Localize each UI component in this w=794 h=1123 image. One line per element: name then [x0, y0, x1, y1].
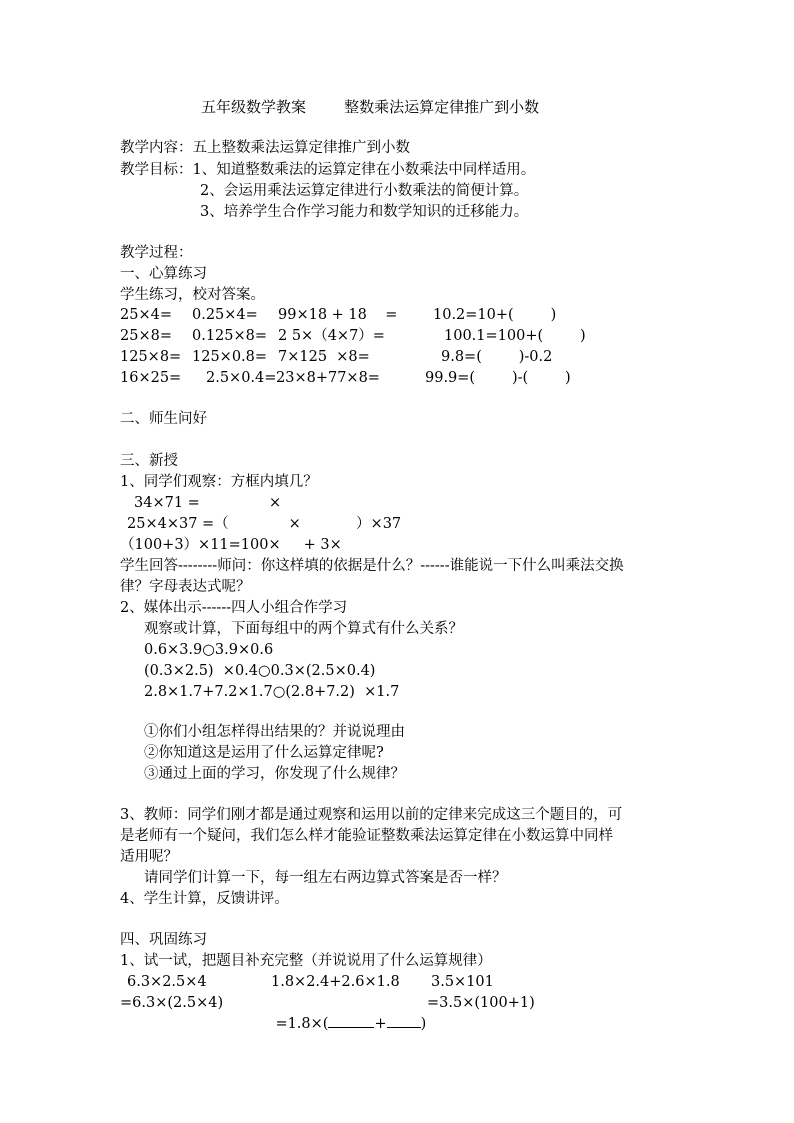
mental-math-cell: 125×8=	[120, 349, 182, 365]
equation-line: 25×4×37 =（ × ）×37	[127, 516, 402, 532]
goal-1: 教学目标：1、知道整数乘法的运算定律在小数乘法中同样适用。	[120, 162, 536, 178]
discussion-question: ③通过上面的学习，你发现了什么规律？	[144, 766, 405, 782]
mental-math-cell: 23×8+77×8=	[276, 370, 380, 386]
mental-math-cell: 10.2=10+( )	[433, 307, 557, 323]
mental-math-cell: 2.5×0.4=	[206, 370, 277, 386]
student-reply: 律？字母表达式呢？	[120, 579, 251, 595]
equation-line: （100+3）×11=100× + 3×	[120, 537, 342, 553]
answer-blank[interactable]	[328, 1013, 374, 1028]
document-title: 五年级数学教案 整数乘法运算定律推广到小数	[201, 98, 540, 116]
mental-math-cell: 100.1=100+( )	[444, 328, 586, 344]
mental-math-cell: 25×4=	[120, 307, 172, 323]
question-3: 3、教师：同学们刚才都是通过观察和运用以前的定律来完成这三个题目的，可	[120, 807, 623, 823]
discussion-question: ②你知道这是运用了什么运算定律呢?	[144, 745, 384, 761]
question-3: 请同学们计算一下，每一组左右两边算式答案是否一样？	[144, 870, 507, 886]
exercise-bottom-plus: +	[374, 1016, 387, 1032]
mental-math-cell: 16×25=	[120, 370, 182, 386]
exercise-bottom: =3.5×(100+1)	[427, 995, 535, 1011]
equation-line: 34×71 = ×	[134, 495, 282, 511]
exercise-top: 6.3×2.5×4	[127, 974, 207, 990]
mental-math-cell: 0.125×8=	[192, 328, 268, 344]
exercise-bottom-suffix: )	[420, 1016, 427, 1032]
exercise-top: 3.5×101	[431, 974, 494, 990]
compare-expression: 2.8×1.7+7.2×1.7○(2.8+7.2) ×1.7	[144, 684, 400, 700]
mental-math-cell: 2 5×（4×7）=	[278, 328, 385, 344]
mental-math-cell: 99×18 + 18 =	[278, 307, 398, 323]
goal-3: 3、培养学生合作学习能力和数学知识的迁移能力。	[200, 204, 529, 220]
mental-math-cell: 99.9=( )-( )	[425, 370, 571, 386]
exercise-top: 1.8×2.4+2.6×1.8	[271, 974, 400, 990]
question-2: 2、媒体出示------四人小组合作学习	[120, 600, 348, 616]
exercise-bottom-prefix: =1.8×(	[275, 1016, 329, 1032]
discussion-question: ①你们小组怎样得出结果的？并说说理由	[144, 724, 405, 740]
mental-math-cell: 125×0.8=	[192, 349, 268, 365]
question-3: 是老师有一个疑问，我们怎么样才能验证整数乘法运算定律在小数运算中同样	[120, 828, 613, 844]
exercise-bottom-blanks	[257, 993, 427, 1032]
question-4: 4、学生计算，反馈讲评。	[120, 891, 289, 907]
student-reply: 学生回答--------师问：你这样填的依据是什么？------谁能说一下什么叫乘法交换	[120, 558, 624, 574]
practice-task: 1、试一试，把题目补充完整（并说说用了什么运算规律）	[120, 953, 492, 969]
section1-intro: 学生练习，校对答案。	[120, 287, 265, 303]
answer-blank[interactable]	[387, 1013, 421, 1028]
mental-math-cell: 0.25×4=	[192, 307, 258, 323]
section4-heading: 四、巩固练习	[120, 932, 207, 948]
section1-heading: 一、心算练习	[120, 266, 207, 282]
section2-heading: 二、师生问好	[120, 411, 207, 427]
compare-expression: (0.3×2.5) ×0.4○0.3×(2.5×0.4)	[144, 663, 376, 679]
compare-expression: 0.6×3.9○3.9×0.6	[144, 642, 274, 658]
exercise-bottom: =6.3×(2.5×4)	[120, 995, 224, 1011]
question-3: 适用呢？	[120, 849, 178, 865]
mental-math-cell: 9.8=( )-0.2	[441, 349, 553, 365]
section3-heading: 三、新授	[120, 453, 178, 469]
teaching-content: 教学内容：五上整数乘法运算定律推广到小数	[120, 140, 410, 156]
mental-math-cell: 7×125 ×8=	[278, 349, 370, 365]
goal-2: 2、会运用乘法运算定律进行小数乘法的简便计算。	[200, 183, 529, 199]
question-2-prompt: 观察或计算，下面每组中的两个算式有什么关系？	[144, 621, 463, 637]
question-1: 1、同学们观察：方框内填几？	[120, 474, 318, 490]
mental-math-cell: 25×8=	[120, 328, 172, 344]
process-heading: 教学过程：	[120, 245, 193, 261]
